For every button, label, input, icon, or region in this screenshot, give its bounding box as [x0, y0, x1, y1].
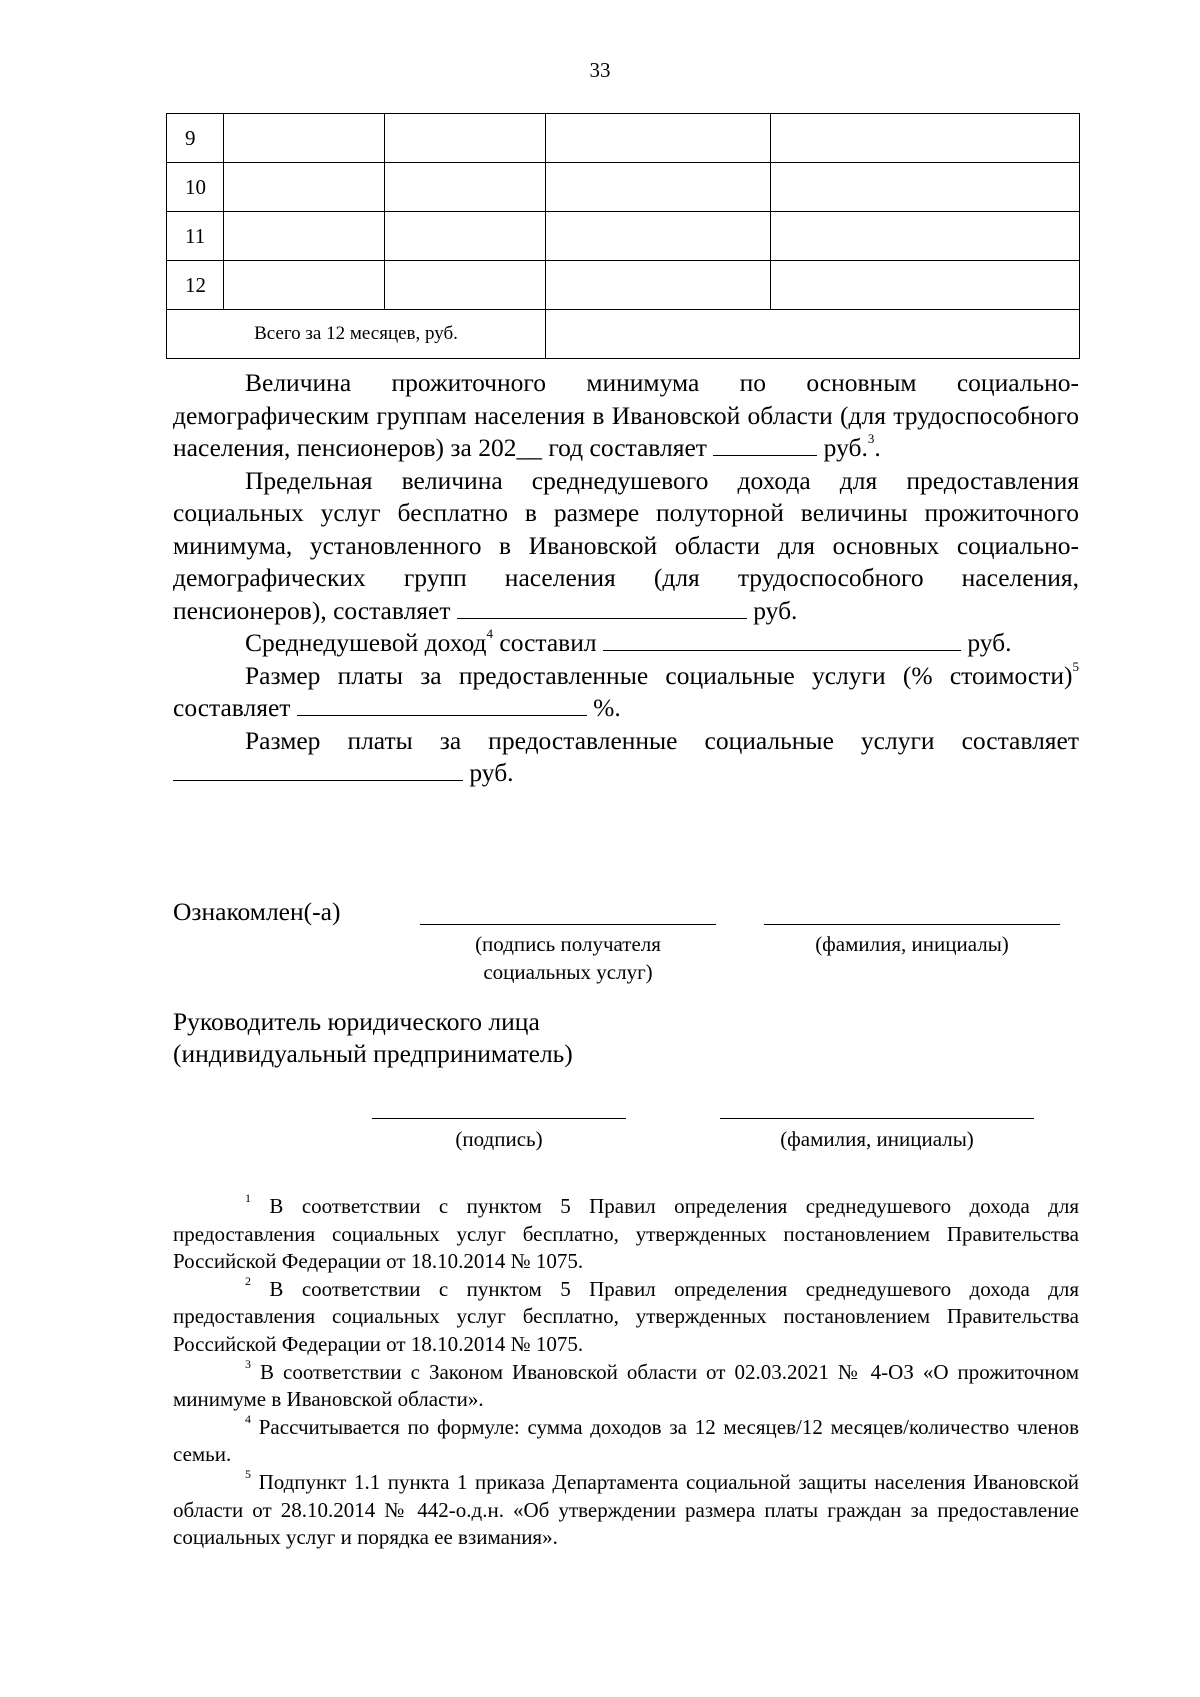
footnote-ref: 3	[867, 431, 875, 446]
table-row	[167, 212, 1080, 261]
table-row	[167, 114, 1080, 163]
footnote-text: Рассчитывается по формуле: сумма доходов за 12 месяцев/12 месяцев/количество членов семьи.	[173, 1414, 1080, 1467]
income-limit-blank[interactable]	[457, 596, 747, 619]
average-income-text2: составил	[499, 628, 597, 657]
footnote	[173, 1273, 1079, 1359]
page-number: 33	[589, 58, 611, 82]
recipient-name-caption: (фамилия, инициалы)	[815, 932, 1009, 956]
table-cell[interactable]	[546, 261, 771, 310]
footnote-text: В соответствии с Законом Ивановской области от 02.03.2021 № 4-ОЗ «О прожиточном минимуме в Ивановской области».	[173, 1359, 1080, 1412]
head-name-line[interactable]	[720, 1118, 1034, 1119]
footnote-text: Подпункт 1.1 пункта 1 приказа Департамента социальной защиты населения Ивановской области от 28.10.2014 № 442-о.д.н. «Об утверждении размера платы граждан за предоставление социальных услуг и порядка ее взимания».	[173, 1469, 1080, 1550]
table-cell[interactable]	[771, 114, 1080, 163]
recipient-name-line[interactable]	[764, 924, 1060, 925]
head-name-caption: (фамилия, инициалы)	[780, 1127, 974, 1151]
period: .	[874, 433, 881, 462]
footnote-number: 2	[245, 1273, 251, 1288]
footnote	[173, 1466, 1080, 1552]
fee-percent-paragraph	[173, 660, 1079, 725]
footnote-ref: 4	[486, 626, 494, 641]
footnotes	[173, 1193, 1079, 1552]
table-row	[167, 163, 1080, 212]
table-cell[interactable]	[546, 212, 771, 261]
unit-label: %.	[593, 693, 621, 722]
footnote	[173, 1193, 1079, 1276]
table-cell[interactable]	[385, 114, 546, 163]
table-cell[interactable]	[224, 212, 385, 261]
recipient-signature-caption: (подпись получателя социальных услуг)	[475, 932, 661, 984]
head-signature-line[interactable]	[372, 1118, 626, 1119]
table-cell[interactable]	[224, 163, 385, 212]
unit-label: руб.	[753, 595, 798, 625]
table-cell[interactable]	[771, 212, 1080, 261]
table-cell[interactable]	[546, 163, 771, 212]
average-income-text: Среднедушевой доход	[245, 628, 487, 657]
calculation-section	[173, 367, 1079, 790]
recipient-signature-line[interactable]	[420, 924, 716, 925]
table-cell[interactable]	[771, 261, 1080, 310]
row-number: 9	[167, 114, 224, 163]
fee-percent-text: Размер платы за предоставленные социальные услуги (% стоимости)	[245, 660, 1073, 690]
unit-label: руб.	[967, 628, 1012, 657]
fee-percent-text2: составляет	[173, 693, 291, 722]
fee-amount-blank[interactable]	[173, 758, 463, 781]
head-title-line2: (индивидуальный предприниматель)	[173, 1039, 573, 1068]
fee-amount-paragraph	[173, 725, 1079, 790]
footnote-number: 5	[245, 1466, 251, 1481]
table-row	[167, 261, 1080, 310]
income-limit-paragraph	[173, 465, 1079, 628]
unit-label: руб.	[823, 433, 868, 462]
total-value-cell[interactable]	[546, 310, 1080, 359]
acknowledged-label: Ознакомлен(-а)	[173, 897, 341, 926]
fee-amount-text: Размер платы за предоставленные социальные услуги составляет	[245, 725, 1079, 755]
table-cell[interactable]	[224, 114, 385, 163]
table-cell[interactable]	[771, 163, 1080, 212]
row-number: 12	[167, 261, 224, 310]
footnote-number: 4	[245, 1411, 251, 1426]
table-cell[interactable]	[385, 261, 546, 310]
fee-percent-blank[interactable]	[297, 693, 587, 716]
footnote-text: В соответствии с пунктом 5 Правил определения среднедушевого дохода для предоставления социальных услуг бесплатно, утвержденных постановлением Правительства Российской Федерации от 18.10.2014 № 1075.	[173, 1276, 1079, 1356]
subsistence-minimum-blank[interactable]	[713, 433, 817, 456]
table-cell[interactable]	[224, 261, 385, 310]
table-cell[interactable]	[385, 212, 546, 261]
subsistence-minimum-paragraph	[173, 367, 1079, 465]
income-limit-text: Предельная величина среднедушевого дохода для предоставления социальных услуг бесплатно в размере полуторной величины прожиточного минимума, установленного в Ивановской области для основных социально-демографических групп населения (для трудоспособного населения, пенсионеров), составляет	[173, 465, 1079, 625]
row-number: 10	[167, 163, 224, 212]
income-table	[166, 113, 1080, 359]
head-signature-caption: (подпись)	[455, 1127, 543, 1151]
table-total-row	[167, 310, 1080, 359]
average-income-paragraph	[173, 627, 1079, 660]
row-number: 11	[167, 212, 224, 261]
footnote-ref: 5	[1072, 658, 1079, 674]
head-title-line1: Руководитель юридического лица	[173, 1007, 540, 1036]
table-cell[interactable]	[385, 163, 546, 212]
footnote-text: В соответствии с пунктом 5 Правил определения среднедушевого дохода для предоставления социальных услуг бесплатно, утвержденных постановлением Правительства Российской Федерации от 18.10.2014 № 1075.	[173, 1194, 1079, 1274]
subsistence-minimum-text: Величина прожиточного минимума по основным социально-демографическим группам населения в Ивановской области (для трудоспособного населения, пенсионеров) за 202__ год составляет	[173, 368, 1079, 462]
footnote	[173, 1356, 1080, 1414]
table-cell[interactable]	[546, 114, 771, 163]
footnote-number: 1	[245, 1191, 251, 1205]
average-income-blank[interactable]	[603, 628, 961, 651]
footnote	[173, 1411, 1080, 1469]
footnote-number: 3	[245, 1356, 251, 1371]
total-label: Всего за 12 месяцев, руб.	[167, 310, 546, 359]
unit-label: руб.	[469, 758, 514, 787]
